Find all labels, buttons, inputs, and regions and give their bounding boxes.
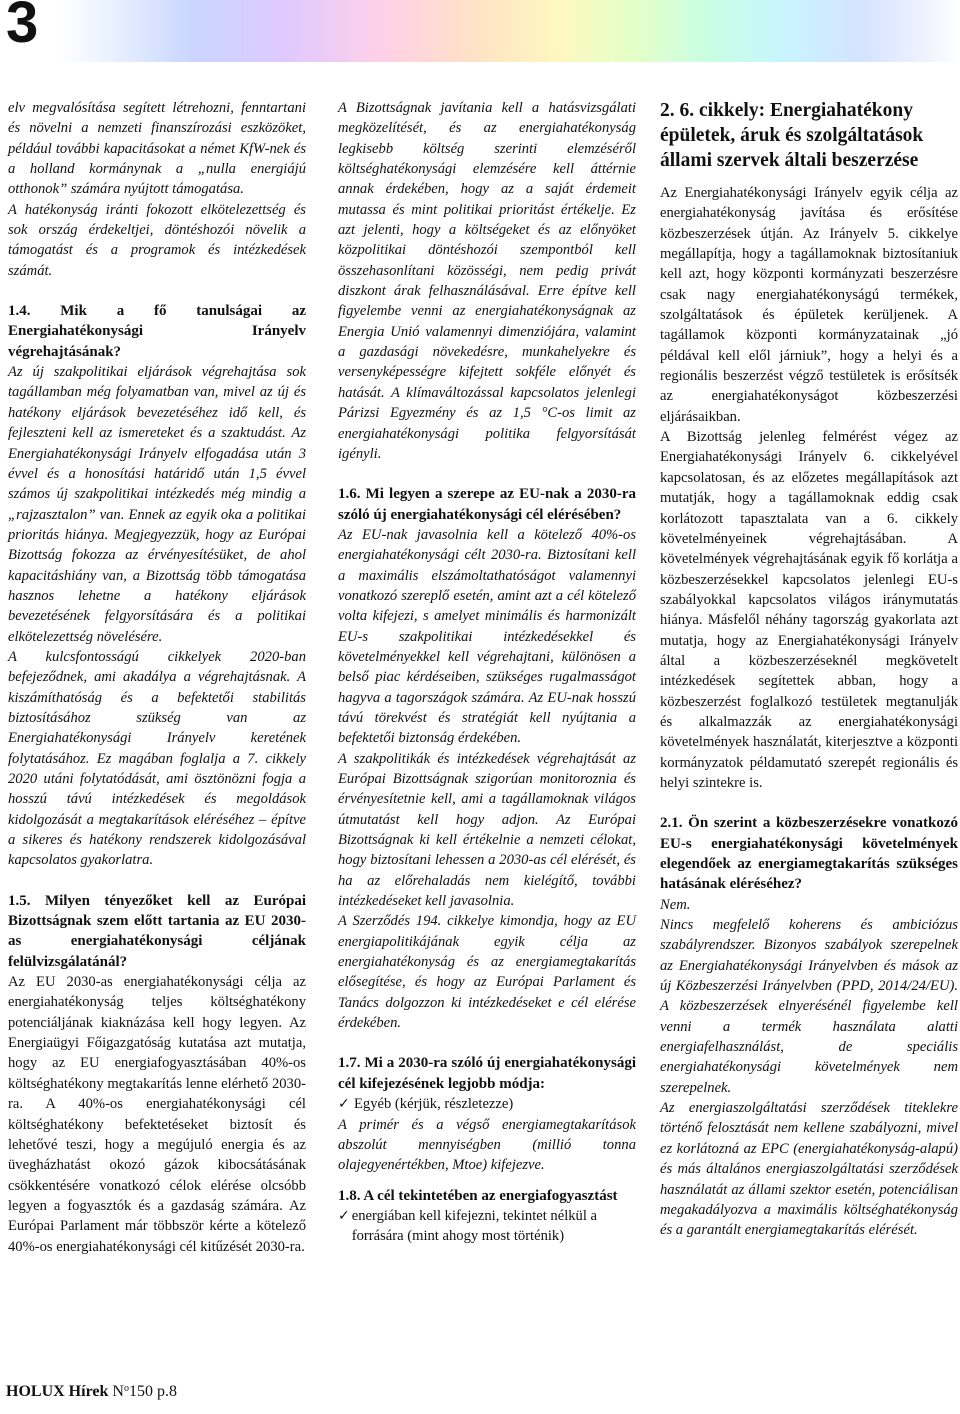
chapter-heading-2: 2. 6. cikkely: Energiahatékony épületek, áruk és szolgáltatások állami szervek általi beszerzése: [660, 100, 924, 171]
section-heading-1-5: 1.5. Milyen tényezőket kell az Európai Bizottságnak szem előtt tartania az EU 2030-as energiahatékonysági céljának felülvizsgálatánál?: [8, 892, 306, 970]
checked-option-label: energiában kell kifejezni, tekintet nélkül a forrására (mint ahogy most történik): [351, 1207, 598, 1245]
paragraph: A primér és a végső energiamegtakarítások abszolút mennyiségben (millió tonna olajegyenértékben, Mtoe) kifejezve.: [338, 1116, 636, 1174]
publication-name: HOLUX Hírek: [6, 1383, 109, 1400]
section-heading-1-8: 1.8. A cél tekintetében az energiafogyasztást: [338, 1187, 618, 1204]
paragraph: A szakpolitikák és intézkedések végrehajtását az Európai Bizottságnak szigorúan monitoroznia és érvényesítetnie kell, ami a tagállamoknak világos útmutatást kell hogy adjon. Az Európai Bizottságnak ki kell értékelnie a nemzeti célokat, hogy biztosítani lehessen a 2030-as cél elérését, és ha az előrehaladás nem kielégítő, további intézkedéseket kell javasolnia.: [338, 750, 636, 910]
answer-text: Nem.: [660, 896, 691, 913]
page-reference: p.8: [156, 1383, 177, 1400]
section-heading-1-6: 1.6. Mi legyen a szerepe az EU-nak a 2030-ra szóló új energiahatékonysági cél elérésében?: [338, 486, 636, 523]
paragraph: A Szerződés 194. cikkelye kimondja, hogy az EU energiapolitikájának egyik célja az energiahatékonyság és az energiamegtakarítás elősegítése, és hogy az Európai Parlament és Tanács dolgozzon ki intézkedéseket e cél elérése érdekében.: [338, 913, 636, 1032]
header-gradient-band: [0, 0, 960, 62]
paragraph: Az új szakpolitikai eljárások végrehajtása sok tagállamban még folyamatban van, mivel az új és hatékony eljárások bevezetéséhez idő kell, és fejleszteni kell az ismereteket és a szaktudást. Az Energiahatékonysági Irányelv elfogadása után 3 évvel és a honosítási határidő után 1,5 évvel számos új szakpolitikai intézkedés még mindig a „rajzasztalon” van. Ennek az egyik oka a politikai prioritás hiánya. Megjegyezzük, hogy az Európai Bizottság fokozza az érvényesítésüket, de ahol kapacitáshiány van, a Bizottság több támogatása hasznos lehetne a hatékony eljárások bevezetésének felgyorsítására és a politikai elkötelezettség növelésére.: [8, 364, 306, 645]
issue-number: 150: [128, 1383, 153, 1400]
checked-option: [338, 1206, 636, 1247]
checkmark-icon: ✓: [338, 1096, 350, 1113]
page-number: 3: [6, 0, 39, 55]
column-left: [8, 98, 306, 1257]
paragraph: Az energiaszolgáltatási szerződések titeklekre történő felosztását nem kellene szabályozni, mivel ez korlátozná az EPC (energiahatékonyság-alapú) és más általános energiaszolgáltatási szerződések használatát az állami szektor esetén, potenciálisan megakadályozva a maximális költséghatékonyság és a garantált energiamegtakarítás elérését.: [660, 1100, 958, 1239]
footer-publication: [6, 1383, 177, 1401]
paragraph: A kulcsfontosságú cikkelyek 2020-ban befejeződnek, ami akadálya a végrehajtásnak. A kiszámíthatóság és a befektetői stabilitás biztosításához szükség van az Energiahatékonysági Irányelv keretének folytatásához. Ez magában foglalja a 7. cikkely 2020 utáni folytatódását, ami ösztönözni fogja a hosszú távú intézkedések és megoldások kidolgozását a megtakarítások eléréséhez – építve a sikeres és hatékony rendszerek kidolgozásával kapcsolatos gyakorlatra.: [8, 648, 306, 869]
paragraph: A Bizottságnak javítania kell a hatásvizsgálati megközelítését, és az energiahatékonyság legkisebb költség szerinti elemzéséről költséghatékonysági elemzésére kell áttérnie annak érdekében, hogy az a saját érdemeit mutassa és mint politikai prioritást értékelje. Ez azt jelenti, hogy a költségeket és az előnyöket közpolitikai döntéshozói szempontból kell összehasonlítani közösségi, nem pedig privát diszkont árak felhasználásával. Erre építve kell figyelembe venni az energiahatékonyságnak az Energia Unió valamennyi dimenziójára, valamint a gazdasági növekedésre, munkahelyekre és versenyképességre kifejtett sokféle előnyét és hatását. A klímaváltozással kapcsolatos jelenlegi Párizsi Egyezmény és az 1,5 °C-os limit az energiahatékonysági politika felgyorsítását igényli.: [338, 100, 636, 462]
paragraph: A hatékonyság iránti fokozott elkötelezettség és sok ország érdekeltjei, döntéshozói növelik a támogatást és a programok és intézkedések számát.: [8, 201, 306, 279]
section-heading-1-4: 1.4. Mik a fő tanulságai az Energiahatékonysági Irányelv végrehajtásának?: [8, 303, 306, 360]
issue-number-sup: o: [123, 1383, 129, 1394]
section-heading-1-7: 1.7. Mi a 2030-ra szóló új energiahatékonysági cél kifejezésének legjobb módja:: [338, 1055, 636, 1092]
paragraph: Az Energiahatékonysági Irányelv egyik célja az energiahatékonyság javítása és erősítése közbeszerzések útján. Az Irányelv 5. cikkelye megállapítja, hogy a tagállamoknak biztosítaniuk kell azt, hogy központi kormányzati beszerzésre csak nagy energiahatékonyságú termékek, szolgáltatások és épületek kerüljenek. A tagállamok központi kormányzatainak „jó példával kell elől járniuk”, hogy a helyi és a regionális beszerzést végző testületek is erősítsék az energiahatékonyságot közbeszerzési eljárásaikban.: [660, 185, 958, 425]
issue-number-sign: N: [112, 1383, 124, 1400]
paragraph: elv megvalósítása segített létrehozni, fenntartani és növelni a nemzeti finanszírozási eszközöket, például további kapacitásokat a német KfW-nek és a holland kormánynak a „nulla energiájú otthonok” számára nyújtott támogatása.: [8, 100, 306, 198]
checked-option: [338, 1094, 636, 1114]
paragraph: Az EU-nak javasolnia kell a kötelező 40%-os energiahatékonysági célt 2030-ra. Biztosítani kell a maximális elszámoltathatóságot valamennyi vonatkozó szereplő esetén, amint azt a cél kötelező volta kifejezi, s amelyet minimális és harmonizált EU-s szakpolitikai intézkedésekkel és követelményekkel kell végrehajtani, különösen a belső piac kérdéseiben, szükséges rugalmasságot hagyva a tagországok számára. Az EU-nak hosszú távú törekvést és stratégiát kell nyújtania a befektetői biztonság érdekében.: [338, 526, 636, 747]
section-heading-2-1: 2.1. Ön szerint a közbeszerzésekre vonatkozó EU-s energiahatékonysági követelmények elegendőek az energiamegtakarítás szükséges hatásának eléréséhez?: [660, 815, 958, 893]
checked-option-label: Egyéb (kérjük, részletezze): [354, 1096, 514, 1113]
paragraph: Nincs megfelelő koherens és ambiciózus szabályrendszer. Bizonyos szabályok szerepelnek az Energiahatékonysági Irányelvben és mások az új Közbeszerzési Irányelvben (PPD, 2014/24/EU). A közbeszerzések elnyerésénél figyelembe kell venni a termék használata alatti energiafelhasználást, de speciális energiahatékonysági követelmények nem szerepelnek.: [660, 917, 958, 1096]
checkmark-icon: ✓: [338, 1207, 350, 1224]
column-right: [660, 98, 958, 1241]
column-middle: [338, 98, 636, 1247]
paragraph: A Bizottság jelenleg felmérést végez az Energiahatékonysági Irányelv 6. cikkelyével kapcsolatosan, és az előzetes megállapítások azt mutatják, hogy a tagállamoknak eddig csak korlátozott tapasztalata van a 6. cikkely követelményeinek végrehajtásában. A követelmények végrehajtásának egyik fő korlátja a közbeszerzésekkel kapcsolatos jelenlegi EU-s szabályokkal kapcsolatos világos iránymutatás hiánya. Másfelől néhány tagország gyakorlata azt mutatja, hogy az Energiahatékonysági Irányelv által a közbeszerzéseknél megkövetelt intézkedések segítettek abban, hogy a közbeszerzést foglalkozó testületek megtanulják és alkalmazzák az energiahatékonysági követelmények használatát, kiterjesztve a központi kormányzatok példamutató szerepét regionális és helyi szintekre is.: [660, 429, 958, 791]
paragraph: Az EU 2030-as energiahatékonysági célja az energiahatékonyság teljes költséghatékony potenciáljának kiaknázása kell hogy legyen. Az Energiaügyi Főigazgatóság kutatása azt mutatja, hogy az EU energiafogyasztásában 40%-os költséghatékony megtakarítás lenne elérhető 2030-ra. A 40%-os energiahatékonysági cél költséghatékony befektetéseket biztosít és lehetővé teszi, hogy a megújuló energia és az üvegházhatást okozó gázok kibocsátásának csökkentésére vonatkozó célok elérése olcsóbb legyen a fogyasztók és a gazdaság számára. Az Európai Parlament már többször kérte a kötelező 40%-os energiahatékonysági cél kitűzését 2030-ra.: [8, 974, 306, 1255]
